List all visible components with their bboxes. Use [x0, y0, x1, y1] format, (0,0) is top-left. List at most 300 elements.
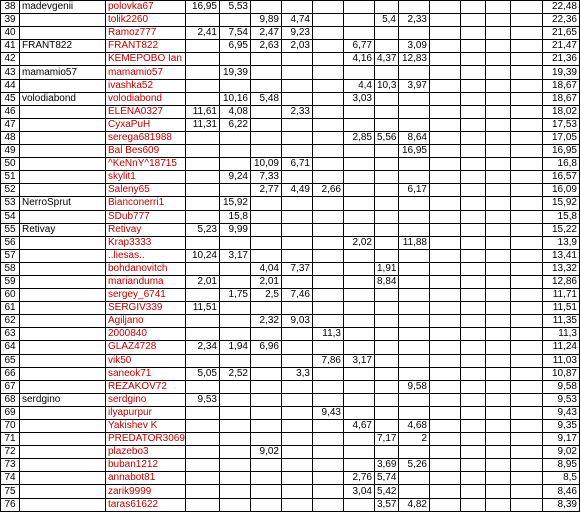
- score-cell: [486, 446, 511, 459]
- score-cell: [486, 393, 511, 406]
- rank-cell: 66: [1, 367, 20, 380]
- table-row: [1, 118, 580, 131]
- total-cell: 15,22: [543, 223, 580, 236]
- score-cell: [430, 433, 461, 446]
- total-cell: 9,43: [543, 406, 580, 419]
- score-cell: 4,74: [282, 14, 313, 27]
- score-cell: [220, 236, 251, 249]
- table-row: [1, 1, 580, 14]
- table-row: [1, 14, 580, 27]
- score-cell: [375, 354, 399, 367]
- total-cell: 13,32: [543, 262, 580, 275]
- score-cell: [251, 105, 282, 118]
- score-cell: [186, 472, 220, 485]
- score-cell: [344, 184, 375, 197]
- score-cell: [461, 446, 486, 459]
- score-cell: [486, 79, 511, 92]
- score-cell: [344, 14, 375, 27]
- player-name-cell: ..liesas..: [106, 249, 186, 262]
- score-cell: [399, 171, 430, 184]
- score-cell: 4,68: [399, 420, 430, 433]
- total-cell: 19,39: [543, 66, 580, 79]
- score-cell: 9,03: [282, 315, 313, 328]
- score-cell: [344, 118, 375, 131]
- team-cell: [20, 210, 106, 223]
- score-cell: [220, 354, 251, 367]
- table-row: [1, 328, 580, 341]
- score-cell: [282, 249, 313, 262]
- score-cell: [251, 118, 282, 131]
- score-cell: [399, 223, 430, 236]
- score-cell: [313, 131, 344, 144]
- team-cell: [20, 131, 106, 144]
- score-cell: [399, 66, 430, 79]
- score-cell: [511, 40, 543, 53]
- score-cell: [461, 118, 486, 131]
- score-cell: [220, 275, 251, 288]
- score-cell: 6,95: [220, 40, 251, 53]
- table-row: [1, 380, 580, 393]
- score-cell: 15,92: [220, 197, 251, 210]
- player-name-cell: Bianconerri1: [106, 197, 186, 210]
- score-cell: [486, 354, 511, 367]
- score-cell: [313, 145, 344, 158]
- score-cell: [486, 367, 511, 380]
- total-cell: 15,92: [543, 197, 580, 210]
- score-cell: 11,51: [186, 302, 220, 315]
- total-cell: 21,65: [543, 27, 580, 40]
- rank-cell: 45: [1, 92, 20, 105]
- team-cell: NerroSprut: [20, 197, 106, 210]
- score-cell: [375, 446, 399, 459]
- score-cell: [251, 367, 282, 380]
- score-cell: [511, 79, 543, 92]
- score-cell: [186, 236, 220, 249]
- score-cell: [220, 328, 251, 341]
- score-cell: 2,66: [313, 184, 344, 197]
- score-cell: [282, 433, 313, 446]
- score-cell: [461, 105, 486, 118]
- score-cell: [313, 498, 344, 511]
- score-cell: [399, 27, 430, 40]
- score-cell: 4,67: [344, 420, 375, 433]
- total-cell: 16,57: [543, 171, 580, 184]
- total-cell: 9,35: [543, 420, 580, 433]
- score-cell: [344, 315, 375, 328]
- score-cell: [511, 131, 543, 144]
- score-cell: [313, 275, 344, 288]
- score-cell: [430, 79, 461, 92]
- score-cell: [511, 367, 543, 380]
- rank-cell: 58: [1, 262, 20, 275]
- rank-cell: 75: [1, 485, 20, 498]
- score-cell: [313, 236, 344, 249]
- score-cell: 15,8: [220, 210, 251, 223]
- score-cell: [486, 40, 511, 53]
- score-cell: [344, 171, 375, 184]
- score-cell: [186, 354, 220, 367]
- score-cell: [399, 367, 430, 380]
- score-cell: [251, 485, 282, 498]
- total-cell: 16,95: [543, 145, 580, 158]
- score-cell: [399, 197, 430, 210]
- total-cell: 9,02: [543, 446, 580, 459]
- score-cell: 7,54: [220, 27, 251, 40]
- score-cell: [461, 53, 486, 66]
- score-cell: [251, 145, 282, 158]
- score-cell: [344, 1, 375, 14]
- score-cell: [282, 131, 313, 144]
- score-cell: [313, 27, 344, 40]
- player-name-cell: ^KeNnY^18715: [106, 158, 186, 171]
- player-name-cell: ilyapurpur: [106, 406, 186, 419]
- team-cell: [20, 498, 106, 511]
- score-cell: 2,32: [251, 315, 282, 328]
- score-cell: 7,37: [282, 262, 313, 275]
- score-cell: [375, 118, 399, 131]
- score-cell: [511, 27, 543, 40]
- score-cell: 2,03: [282, 40, 313, 53]
- score-cell: [251, 328, 282, 341]
- score-cell: [282, 1, 313, 14]
- score-cell: [313, 14, 344, 27]
- score-cell: [461, 485, 486, 498]
- score-cell: [220, 446, 251, 459]
- score-cell: [313, 40, 344, 53]
- total-cell: 11,35: [543, 315, 580, 328]
- rank-cell: 42: [1, 53, 20, 66]
- score-cell: [186, 14, 220, 27]
- score-cell: [511, 92, 543, 105]
- team-cell: [20, 420, 106, 433]
- score-cell: [430, 367, 461, 380]
- score-cell: [399, 328, 430, 341]
- score-cell: [282, 328, 313, 341]
- total-cell: 22,36: [543, 14, 580, 27]
- score-cell: [486, 14, 511, 27]
- score-cell: [511, 1, 543, 14]
- score-cell: [344, 262, 375, 275]
- score-cell: [430, 328, 461, 341]
- score-cell: [486, 66, 511, 79]
- score-cell: 3,03: [344, 92, 375, 105]
- player-name-cell: Bal Bes609: [106, 145, 186, 158]
- table-row: [1, 393, 580, 406]
- score-cell: 4,49: [282, 184, 313, 197]
- score-cell: 19,39: [220, 66, 251, 79]
- score-cell: [461, 341, 486, 354]
- rank-cell: 39: [1, 14, 20, 27]
- standings-body: [1, 1, 580, 512]
- score-cell: [375, 145, 399, 158]
- score-cell: [461, 145, 486, 158]
- score-cell: [461, 171, 486, 184]
- score-cell: 2,52: [220, 367, 251, 380]
- score-cell: [399, 289, 430, 302]
- score-cell: [282, 354, 313, 367]
- score-cell: 10,3: [375, 79, 399, 92]
- score-cell: 2,5: [251, 289, 282, 302]
- score-cell: [251, 380, 282, 393]
- table-row: [1, 197, 580, 210]
- rank-cell: 59: [1, 275, 20, 288]
- score-cell: [430, 53, 461, 66]
- score-cell: [375, 289, 399, 302]
- score-cell: [511, 118, 543, 131]
- score-cell: [430, 171, 461, 184]
- score-cell: [375, 315, 399, 328]
- score-cell: [282, 92, 313, 105]
- score-cell: [282, 459, 313, 472]
- player-name-cell: Krap3333: [106, 236, 186, 249]
- rank-cell: 62: [1, 315, 20, 328]
- score-cell: 5,74: [375, 472, 399, 485]
- team-cell: serdgino: [20, 393, 106, 406]
- score-cell: 2,34: [186, 341, 220, 354]
- table-row: [1, 158, 580, 171]
- score-cell: [399, 210, 430, 223]
- score-cell: [399, 158, 430, 171]
- score-cell: [511, 315, 543, 328]
- score-cell: [344, 249, 375, 262]
- team-cell: [20, 53, 106, 66]
- score-cell: [375, 184, 399, 197]
- score-cell: [375, 249, 399, 262]
- table-row: [1, 406, 580, 419]
- score-cell: [430, 459, 461, 472]
- score-cell: [511, 420, 543, 433]
- score-cell: [344, 302, 375, 315]
- score-cell: [486, 380, 511, 393]
- rank-cell: 61: [1, 302, 20, 315]
- total-cell: 18,67: [543, 79, 580, 92]
- score-cell: [313, 341, 344, 354]
- score-cell: [486, 1, 511, 14]
- score-cell: [344, 197, 375, 210]
- score-cell: [430, 210, 461, 223]
- score-cell: [511, 380, 543, 393]
- score-cell: [511, 289, 543, 302]
- rank-cell: 64: [1, 341, 20, 354]
- table-row: [1, 472, 580, 485]
- score-cell: [220, 315, 251, 328]
- score-cell: [430, 420, 461, 433]
- score-cell: 5,26: [399, 459, 430, 472]
- score-cell: [313, 315, 344, 328]
- rank-cell: 41: [1, 40, 20, 53]
- table-row: [1, 275, 580, 288]
- score-cell: [461, 459, 486, 472]
- score-cell: [220, 459, 251, 472]
- score-cell: 8,84: [375, 275, 399, 288]
- score-cell: [430, 302, 461, 315]
- team-cell: [20, 459, 106, 472]
- score-cell: [511, 236, 543, 249]
- score-cell: [375, 92, 399, 105]
- total-cell: 11,24: [543, 341, 580, 354]
- rank-cell: 69: [1, 406, 20, 419]
- score-cell: [344, 328, 375, 341]
- score-cell: [282, 393, 313, 406]
- score-cell: [461, 302, 486, 315]
- score-cell: [186, 459, 220, 472]
- score-cell: 3,57: [375, 498, 399, 511]
- score-cell: [399, 472, 430, 485]
- team-cell: [20, 145, 106, 158]
- score-cell: [375, 210, 399, 223]
- score-cell: [486, 184, 511, 197]
- score-cell: 6,22: [220, 118, 251, 131]
- score-cell: 2: [399, 433, 430, 446]
- score-cell: [511, 249, 543, 262]
- team-cell: volodiabond: [20, 92, 106, 105]
- score-cell: [430, 249, 461, 262]
- player-name-cell: bohdanovitch: [106, 262, 186, 275]
- score-cell: [220, 302, 251, 315]
- total-cell: 21,36: [543, 53, 580, 66]
- score-cell: 5,42: [375, 485, 399, 498]
- score-cell: [251, 354, 282, 367]
- score-cell: [186, 210, 220, 223]
- player-name-cell: annabot81: [106, 472, 186, 485]
- score-cell: [344, 433, 375, 446]
- table-row: [1, 498, 580, 511]
- score-cell: [430, 105, 461, 118]
- team-cell: [20, 14, 106, 27]
- total-cell: 18,67: [543, 92, 580, 105]
- score-cell: [511, 459, 543, 472]
- score-cell: [486, 171, 511, 184]
- score-cell: [461, 380, 486, 393]
- score-cell: [461, 275, 486, 288]
- table-row: [1, 40, 580, 53]
- score-cell: [282, 223, 313, 236]
- score-cell: [313, 420, 344, 433]
- score-cell: 9,24: [220, 171, 251, 184]
- score-cell: [186, 145, 220, 158]
- score-cell: [461, 131, 486, 144]
- score-cell: [486, 302, 511, 315]
- score-cell: [486, 145, 511, 158]
- score-cell: [220, 158, 251, 171]
- score-cell: [511, 472, 543, 485]
- score-cell: 9,43: [313, 406, 344, 419]
- total-cell: 16,8: [543, 158, 580, 171]
- score-cell: [430, 223, 461, 236]
- table-row: [1, 66, 580, 79]
- score-cell: [344, 341, 375, 354]
- score-cell: 11,31: [186, 118, 220, 131]
- score-cell: [375, 158, 399, 171]
- score-cell: 9,53: [186, 393, 220, 406]
- score-cell: 12,83: [399, 53, 430, 66]
- score-cell: [186, 131, 220, 144]
- score-cell: [511, 158, 543, 171]
- total-cell: 18,02: [543, 105, 580, 118]
- score-cell: [313, 446, 344, 459]
- score-cell: 2,77: [251, 184, 282, 197]
- score-cell: [511, 66, 543, 79]
- score-cell: [461, 92, 486, 105]
- table-row: [1, 79, 580, 92]
- score-cell: [399, 249, 430, 262]
- team-cell: [20, 105, 106, 118]
- score-cell: [313, 393, 344, 406]
- team-cell: [20, 27, 106, 40]
- score-cell: [486, 485, 511, 498]
- team-cell: [20, 341, 106, 354]
- score-cell: [220, 380, 251, 393]
- score-cell: [375, 393, 399, 406]
- score-cell: [461, 1, 486, 14]
- score-cell: [344, 105, 375, 118]
- player-name-cell: zarik9999: [106, 485, 186, 498]
- score-cell: 3,97: [399, 79, 430, 92]
- score-cell: [486, 472, 511, 485]
- score-cell: [251, 1, 282, 14]
- score-cell: [313, 171, 344, 184]
- score-cell: [375, 328, 399, 341]
- total-cell: 8,95: [543, 459, 580, 472]
- table-row: [1, 210, 580, 223]
- score-cell: [186, 446, 220, 459]
- table-row: [1, 184, 580, 197]
- rank-cell: 57: [1, 249, 20, 262]
- score-cell: [486, 328, 511, 341]
- score-cell: [344, 459, 375, 472]
- score-cell: [430, 131, 461, 144]
- rank-cell: 68: [1, 393, 20, 406]
- score-cell: 11,3: [313, 328, 344, 341]
- score-cell: [186, 79, 220, 92]
- score-cell: [186, 420, 220, 433]
- score-cell: [282, 79, 313, 92]
- score-cell: 2,01: [186, 275, 220, 288]
- score-cell: [511, 393, 543, 406]
- score-cell: [511, 53, 543, 66]
- score-cell: [282, 197, 313, 210]
- score-cell: 4,4: [344, 79, 375, 92]
- rank-cell: 53: [1, 197, 20, 210]
- score-cell: [399, 302, 430, 315]
- score-cell: [486, 236, 511, 249]
- total-cell: 10,87: [543, 367, 580, 380]
- table-row: [1, 171, 580, 184]
- score-cell: [461, 262, 486, 275]
- score-cell: [399, 406, 430, 419]
- team-cell: [20, 406, 106, 419]
- score-cell: [313, 459, 344, 472]
- score-cell: [344, 275, 375, 288]
- score-cell: [220, 145, 251, 158]
- score-cell: [220, 420, 251, 433]
- score-cell: 7,17: [375, 433, 399, 446]
- score-cell: [313, 485, 344, 498]
- score-cell: [375, 27, 399, 40]
- score-cell: [186, 380, 220, 393]
- score-cell: [511, 145, 543, 158]
- score-cell: [511, 171, 543, 184]
- team-cell: [20, 289, 106, 302]
- player-name-cell: polovka67: [106, 1, 186, 14]
- score-cell: 2,02: [344, 236, 375, 249]
- total-cell: 9,53: [543, 393, 580, 406]
- score-cell: 2,85: [344, 131, 375, 144]
- score-cell: [313, 92, 344, 105]
- score-cell: 7,46: [282, 289, 313, 302]
- score-cell: 2,01: [251, 275, 282, 288]
- score-cell: [461, 184, 486, 197]
